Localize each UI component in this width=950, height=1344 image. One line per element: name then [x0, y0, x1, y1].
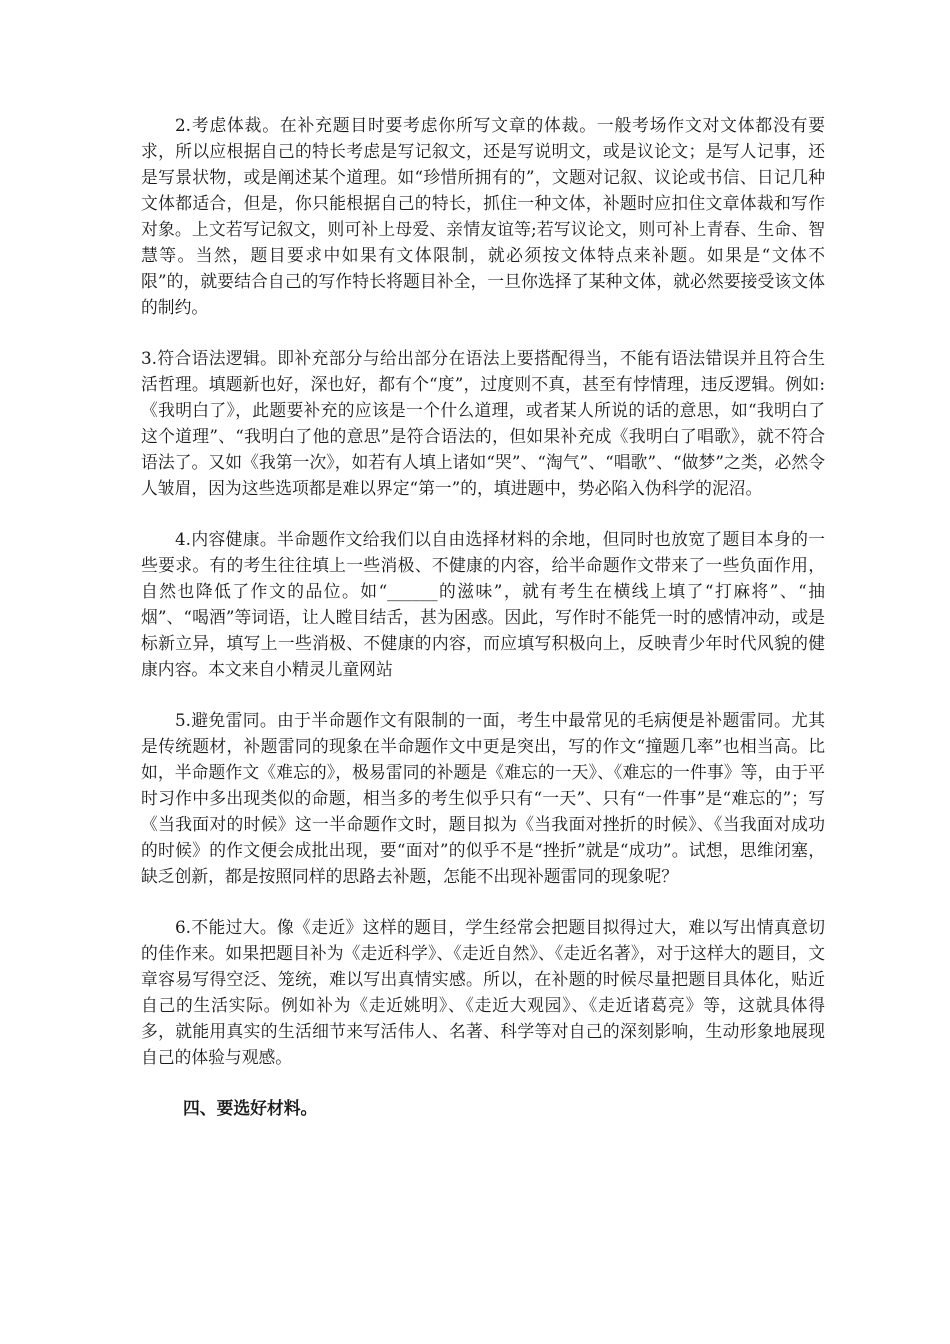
- paragraph-grammar-logic: 3.符合语法逻辑。即补充部分与给出部分在语法上要搭配得当，不能有语法错误并且符合生活哲理。填题新也好，深也好，都有个“度”，过度则不真，甚至有悖情理，违反逻辑。例如:《我明白了》，此题要补充的应该是一个什么道理，或者某人所说的话的意思，如“我明白了这个道理”、“我明白了他的意思”是符合语法的，但如果补充成《我明白了唱歌》，就不符合语法了。又如《我第一次》，如若有人填上诸如“哭”、“淘气”、“唱歌”、“做梦”之类，必然令人皱眉，因为这些选项都是难以界定“第一”的，填进题中，势必陷入伪科学的泥沼。: [141, 348, 825, 498]
- paragraph-healthy-content: 4.内容健康。半命题作文给我们以自由选择材料的余地，但同时也放宽了题目本身的一些要求。有的考生往往填上一些消极、不健康的内容，给半命题作文带来了一些负面作用，自然也降低了作文的品位。如“______的滋味”，就有考生在横线上填了“打麻将”、“抽烟”、“喝酒”等词语，让人瞠目结舌，甚为困惑。因此，写作时不能凭一时的感情冲动，或是标新立异，填写上一些消极、不健康的内容，而应填写积极向上，反映青少年时代风貌的健康内容。本文来自小精灵儿童网站: [141, 529, 825, 679]
- document-page: [141, 112, 825, 1121]
- paragraph-avoid-duplication: 5.避免雷同。由于半命题作文有限制的一面，考生中最常见的毛病便是补题雷同。尤其是传统题材，补题雷同的现象在半命题作文中更是突出，写的作文“撞题几率”也相当高。比如，半命题作文《难忘的》，极易雷同的补题是《难忘的一天》、《难忘的一件事》等，由于平时习作中多出现类似的命题，相当多的考生似乎只有“一天”、只有“一件事”是“难忘的”；写《当我面对的时候》这一半命题作文时，题目拟为《当我面对挫折的时候》、《当我面对成功的时候》的作文便会成批出现，要“面对”的似乎不是“挫折”就是“成功”。试想，思维闭塞，缺乏创新，都是按照同样的思路去补题，怎能不出现补题雷同的现象呢？: [141, 710, 825, 886]
- paragraph-not-too-broad: 6.不能过大。像《走近》这样的题目，学生经常会把题目拟得过大，难以写出情真意切的佳作来。如果把题目补为《走近科学》、《走近自然》、《走近名著》，对于这样大的题目，文章容易写得空泛、笼统，难以写出真情实感。所以，在补题的时候尽量把题目具体化，贴近自己的生活实际。例如补为《走近姚明》、《走近大观园》、《走近诸葛亮》等，这就具体得多，就能用真实的生活细节来写活伟人、名著、科学等对自己的深刻影响，生动形象地展现自己的体验与观感。: [141, 917, 825, 1067]
- section-heading: 四、要选好材料。: [183, 1098, 318, 1118]
- paragraph-consider-genre: 2.考虑体裁。在补充题目时要考虑你所写文章的体裁。一般考场作文对文体都没有要求，所以应根据自己的特长考虑是写记叙文，还是写说明文，或是议论文；是写人记事，还是写景状物，或是阐述某个道理。如“珍惜所拥有的”，文题对记叙、议论或书信、日记几种文体都适合，但是，你只能根据自己的特长，抓住一种文体，补题时应扣住文章体裁和写作对象。上文若写记叙文，则可补上母爱、亲情友谊等;若写议论文，则可补上青春、生命、智慧等。当然，题目要求中如果有文体限制，就必须按文体特点来补题。如果是“文体不限”的，就要结合自己的写作特长将题目补全，一旦你选择了某种文体，就必然要接受该文体的制约。: [141, 115, 825, 317]
